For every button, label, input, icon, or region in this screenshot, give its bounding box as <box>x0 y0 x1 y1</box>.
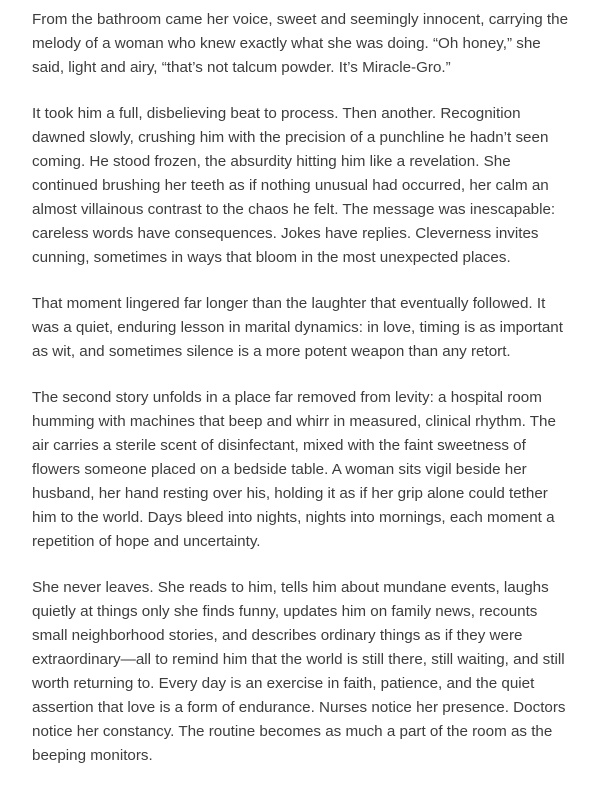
text-line: dawned slowly, crushing him with the precision of a punchline he hadn’t seen <box>32 129 549 146</box>
text-line: She never leaves. She reads to him, tells him about mundane events, laughs <box>32 579 549 596</box>
text-line: cunning, sometimes in ways that bloom in the most unexpected places. <box>32 249 511 266</box>
paragraph-2 <box>32 102 592 270</box>
text-line: quietly at things only she finds funny, updates him on family news, recounts <box>32 603 538 620</box>
text-line: said, light and airy, “that’s not talcum powder. It’s Miracle-Gro.” <box>32 59 451 76</box>
text-line: small neighborhood stories, and describes ordinary things as if they were <box>32 627 523 644</box>
paragraph-4 <box>32 386 592 554</box>
text-line: air carries a sterile scent of disinfectant, mixed with the faint sweetness of <box>32 437 526 454</box>
text-line: flowers someone placed on a bedside table. A woman sits vigil beside her <box>32 461 527 478</box>
text-line: notice her constancy. The routine becomes as much a part of the room as the <box>32 723 553 740</box>
text-line: was a quiet, enduring lesson in marital dynamics: in love, timing is as important <box>32 319 563 336</box>
text-line: him to the world. Days bleed into nights, nights into mornings, each moment a <box>32 509 555 526</box>
text-line: worth returning to. Every day is an exercise in faith, patience, and the quiet <box>32 675 535 692</box>
text-line: as wit, and sometimes silence is a more potent weapon than any retort. <box>32 343 511 360</box>
text-line: assertion that love is a form of endurance. Nurses notice her presence. Doctors <box>32 699 566 716</box>
text-line: careless words have consequences. Jokes have replies. Cleverness invites <box>32 225 539 242</box>
paragraph-3 <box>32 292 592 364</box>
text-line: The second story unfolds in a place far removed from levity: a hospital room <box>32 389 542 406</box>
text-line: beeping monitors. <box>32 747 153 764</box>
text-line: repetition of hope and uncertainty. <box>32 533 261 550</box>
text-line: It took him a full, disbelieving beat to process. Then another. Recognition <box>32 105 521 122</box>
text-line: From the bathroom came her voice, sweet and seemingly innocent, carrying the <box>32 11 569 28</box>
paragraph-1 <box>32 8 592 80</box>
text-line: extraordinary—all to remind him that the world is still there, still waiting, and still <box>32 651 565 668</box>
text-line: melody of a woman who knew exactly what she was doing. “Oh honey,” she <box>32 35 541 52</box>
text-line: coming. He stood frozen, the absurdity hitting him like a revelation. She <box>32 153 511 170</box>
text-line: continued brushing her teeth as if nothing unusual had occurred, her calm an <box>32 177 549 194</box>
text-line: That moment lingered far longer than the laughter that eventually followed. It <box>32 295 546 312</box>
text-line: almost villainous contrast to the chaos he felt. The message was inescapable: <box>32 201 556 218</box>
text-line: husband, her hand resting over his, holding it as if her grip alone could tether <box>32 485 548 502</box>
text-line: humming with machines that beep and whirr in measured, clinical rhythm. The <box>32 413 556 430</box>
paragraph-5 <box>32 576 592 768</box>
